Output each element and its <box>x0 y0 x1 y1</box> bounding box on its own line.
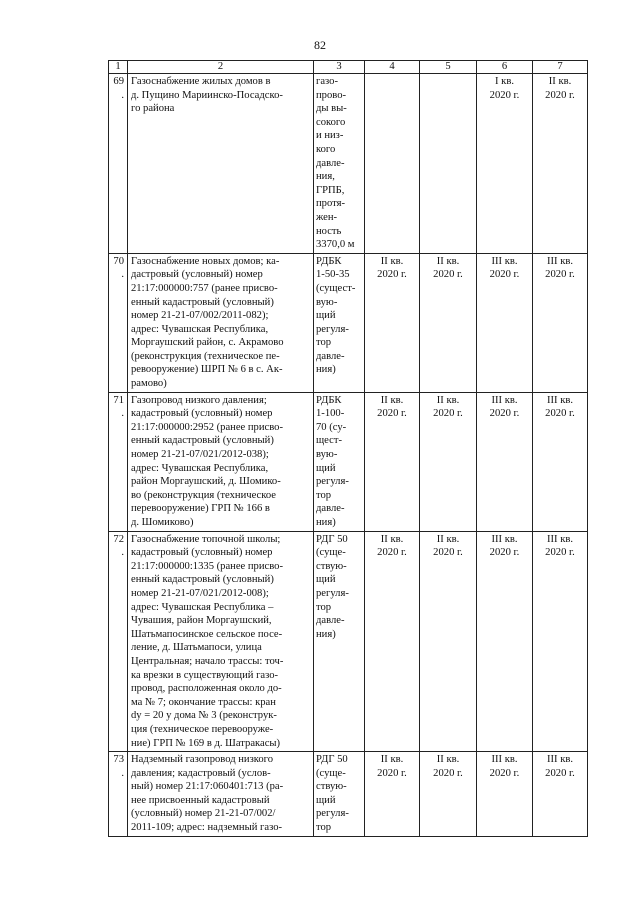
project-table <box>108 60 588 837</box>
period-start-line: III кв. <box>491 394 518 406</box>
start-date <box>365 752 420 837</box>
equipment-type-line: 1-50-35 <box>316 269 350 281</box>
object-description-line: dy = 20 у дома № 3 (реконструк- <box>131 710 277 722</box>
object-description-line: район Моргаушский, д. Шомико- <box>131 476 281 488</box>
object-description-line: ние) ГРП № 169 в д. Шатракасы) <box>131 737 281 749</box>
equipment-type-line: давле- <box>316 350 345 362</box>
object-description-line: номер 21-21-07/002/2011-082); <box>131 310 269 322</box>
end-date-line: 2020 г. <box>433 408 463 420</box>
period-start <box>477 74 533 254</box>
period-start-line: 2020 г. <box>489 89 520 101</box>
equipment-type-line: щест- <box>316 435 342 447</box>
column-number: 5 <box>420 61 477 74</box>
equipment-type <box>314 253 365 392</box>
period-end-line: III кв. <box>546 754 574 766</box>
period-start-line: III кв. <box>491 255 518 267</box>
end-date-line: 2020 г. <box>433 547 463 559</box>
page-number: 82 <box>314 38 326 52</box>
end-date <box>420 253 477 392</box>
start-date <box>365 531 420 752</box>
period-start <box>477 392 533 531</box>
end-date <box>420 531 477 752</box>
object-description-line: Моргаушский район, с. Акрамово <box>131 337 284 349</box>
period-end-line: 2020 г. <box>545 89 575 101</box>
equipment-type-line: протя- <box>316 198 346 210</box>
object-description-line: ление, д. Шатьмапоси, улица <box>131 642 262 654</box>
equipment-type-line: ды вы- <box>316 103 347 115</box>
equipment-type-line: ствую- <box>316 781 347 793</box>
object-description-line: ция (техническое перевооруже- <box>131 723 274 735</box>
equipment-type-line: прово- <box>316 89 347 101</box>
equipment-type <box>314 531 365 752</box>
column-number: 7 <box>533 61 588 74</box>
end-date <box>420 392 477 531</box>
object-description <box>128 253 314 392</box>
object-description-line: ревооружение) ШРП № 6 в с. Ак- <box>131 364 283 376</box>
period-end-line: II кв. <box>548 76 572 87</box>
object-description-line: Чувашия, район Моргаушский, <box>131 615 272 627</box>
table-row <box>109 253 588 392</box>
start-date-line: 2020 г. <box>377 547 407 559</box>
object-description-line: во (реконструкция (техническое <box>131 489 276 501</box>
object-description-line: го района <box>131 103 175 115</box>
column-number: 2 <box>128 61 314 74</box>
table-row <box>109 531 588 752</box>
start-date-line: II кв. <box>380 754 404 766</box>
equipment-type-line: регуля- <box>316 323 349 335</box>
object-description-line: Газоснабжение новых домов; ка- <box>131 255 280 267</box>
object-description-line: рамово) <box>131 378 167 390</box>
equipment-type-line: РДГ 50 <box>316 754 348 766</box>
period-start-line: 2020 г. <box>489 767 520 779</box>
period-end <box>533 392 588 531</box>
equipment-type-line: ния) <box>316 364 336 376</box>
equipment-type-line: 3370,0 м <box>316 239 355 251</box>
equipment-type-line: вую- <box>316 296 338 308</box>
object-description-line: ка врезки в существующий газо- <box>131 669 279 681</box>
object-description-line: 21:17:000000:2952 (ранее присво- <box>131 421 283 433</box>
equipment-type-line: тор <box>316 337 332 349</box>
object-description-line: нее присвоенный кадастровый <box>131 794 270 806</box>
object-description-line: адрес: Чувашская Республика, <box>131 462 269 474</box>
equipment-type <box>314 752 365 837</box>
equipment-type-line: щий <box>316 310 336 322</box>
equipment-type <box>314 392 365 531</box>
equipment-type-line: РДБК <box>316 394 342 406</box>
object-description <box>128 752 314 837</box>
start-date-line: II кв. <box>380 533 404 545</box>
object-description-line: енный кадастровый (условный) <box>131 435 274 447</box>
row-number: 70. <box>109 253 128 392</box>
end-date-line: 2020 г. <box>433 269 463 281</box>
start-date-line: 2020 г. <box>377 767 407 779</box>
period-end-line: III кв. <box>546 394 574 406</box>
end-date-line: 2020 г. <box>433 767 463 779</box>
object-description-line: 2011-109; адрес: надземный газо- <box>131 822 283 834</box>
equipment-type-line: тор <box>316 822 332 834</box>
equipment-type-line: (сущест- <box>316 282 356 294</box>
equipment-type-line: регуля- <box>316 476 349 488</box>
object-description-line: давления; кадастровый (услов- <box>131 767 271 779</box>
equipment-type-line: (суще- <box>316 767 346 779</box>
object-description-line: енный кадастровый (условный) <box>131 574 274 586</box>
equipment-type-line: 1-100- <box>316 408 345 420</box>
start-date-line: II кв. <box>380 255 404 267</box>
start-date-line: II кв. <box>380 394 404 406</box>
equipment-type-line: ность <box>316 225 342 237</box>
object-description-line: дастровый (условный) номер <box>131 269 263 281</box>
column-number: 6 <box>477 61 533 74</box>
equipment-type-line: тор <box>316 601 332 613</box>
start-date <box>365 392 420 531</box>
equipment-type-line: и низ- <box>316 130 344 142</box>
period-start-line: 2020 г. <box>489 408 520 420</box>
start-date <box>365 74 420 254</box>
object-description-line: перевооружение) ГРП № 166 в <box>131 503 270 515</box>
end-date <box>420 752 477 837</box>
period-start-line: 2020 г. <box>489 547 520 559</box>
equipment-type-line: тор <box>316 489 332 501</box>
equipment-type-line: (суще- <box>316 547 346 559</box>
period-start-line: I кв. <box>495 76 514 87</box>
object-description-line: Газопровод низкого давления; <box>131 394 267 406</box>
period-end-line: 2020 г. <box>545 767 575 779</box>
end-date-line: II кв. <box>436 255 460 267</box>
object-description-line: адрес: Чувашская Республика – <box>131 601 274 613</box>
equipment-type-line: щий <box>316 462 336 474</box>
equipment-type-line: сокого <box>316 116 346 128</box>
column-number: 1 <box>109 61 128 74</box>
object-description-line: кадастровый (условный) номер <box>131 547 273 559</box>
row-number: 69. <box>109 74 128 254</box>
equipment-type-line: ния, <box>316 171 335 183</box>
equipment-type <box>314 74 365 254</box>
object-description-line: (условный) номер 21-21-07/002/ <box>131 808 276 820</box>
end-date <box>420 74 477 254</box>
equipment-type-line: РДГ 50 <box>316 533 348 545</box>
row-number: 71. <box>109 392 128 531</box>
period-end-line: III кв. <box>546 533 574 545</box>
object-description-line: ный) номер 21:17:060401:713 (ра- <box>131 781 284 793</box>
object-description-line: кадастровый (условный) номер <box>131 408 273 420</box>
object-description-line: Центральная; начало трассы: точ- <box>131 655 284 667</box>
equipment-type-line: газо- <box>316 76 338 87</box>
object-description-line: Газоснабжение жилых домов в <box>131 76 271 87</box>
equipment-type-line: давле- <box>316 615 345 627</box>
column-number: 4 <box>365 61 420 74</box>
object-description-line: Газоснабжение топочной школы; <box>131 533 281 545</box>
period-end <box>533 74 588 254</box>
equipment-type-line: 70 (су- <box>316 421 347 433</box>
period-end-line: III кв. <box>546 255 574 267</box>
object-description-line: Шатьмапосинское сельское посе- <box>131 628 283 640</box>
equipment-type-line: регуля- <box>316 808 349 820</box>
period-end <box>533 752 588 837</box>
end-date-line: II кв. <box>436 533 460 545</box>
object-description-line: Надземный газопровод низкого <box>131 754 274 766</box>
period-start <box>477 752 533 837</box>
start-date <box>365 253 420 392</box>
row-number: 73. <box>109 752 128 837</box>
period-start-line: III кв. <box>491 754 518 766</box>
start-date-line: 2020 г. <box>377 408 407 420</box>
period-end <box>533 253 588 392</box>
object-description-line: (реконструкция (техническое пе- <box>131 350 280 362</box>
period-start <box>477 253 533 392</box>
column-number: 3 <box>314 61 365 74</box>
object-description-line: 21:17:000000:757 (ранее присво- <box>131 282 278 294</box>
table-row <box>109 752 588 837</box>
object-description-line: д. Пущино Мариинско-Посадско- <box>131 89 283 101</box>
equipment-type-line: жен- <box>316 211 338 223</box>
start-date-line: 2020 г. <box>377 269 407 281</box>
end-date-line: II кв. <box>436 394 460 406</box>
object-description <box>128 531 314 752</box>
equipment-type-line: РДБК <box>316 255 342 267</box>
equipment-type-line: кого <box>316 143 336 155</box>
equipment-type-line: вую- <box>316 449 338 461</box>
object-description-line: номер 21-21-07/021/2012-038); <box>131 449 269 461</box>
object-description-line: ма № 7; окончание трассы: кран <box>131 696 276 708</box>
equipment-type-line: ствую- <box>316 560 347 572</box>
row-number: 72. <box>109 531 128 752</box>
equipment-type-line: давле- <box>316 503 345 515</box>
table-row <box>109 392 588 531</box>
equipment-type-line: щий <box>316 794 336 806</box>
period-end <box>533 531 588 752</box>
equipment-type-line: ГРПБ, <box>316 184 345 196</box>
period-end-line: 2020 г. <box>545 547 575 559</box>
equipment-type-line: давле- <box>316 157 345 169</box>
object-description <box>128 392 314 531</box>
equipment-type-line: ния) <box>316 517 336 528</box>
period-end-line: 2020 г. <box>545 269 575 281</box>
object-description <box>128 74 314 254</box>
column-number-row <box>109 61 588 74</box>
object-description-line: адрес: Чувашская Республика, <box>131 323 269 335</box>
period-start-line: III кв. <box>491 533 518 545</box>
equipment-type-line: регуля- <box>316 587 349 599</box>
equipment-type-line: ния) <box>316 628 336 640</box>
end-date-line: II кв. <box>436 754 460 766</box>
object-description-line: д. Шомиково) <box>131 517 194 528</box>
object-description-line: 21:17:000000:1335 (ранее присво- <box>131 560 283 572</box>
object-description-line: енный кадастровый (условный) <box>131 296 274 308</box>
object-description-line: провод, расположенная около до- <box>131 683 282 695</box>
object-description-line: номер 21-21-07/021/2012-008); <box>131 587 269 599</box>
table-row <box>109 74 588 254</box>
period-start-line: 2020 г. <box>489 269 520 281</box>
equipment-type-line: щий <box>316 574 336 586</box>
period-end-line: 2020 г. <box>545 408 575 420</box>
period-start <box>477 531 533 752</box>
